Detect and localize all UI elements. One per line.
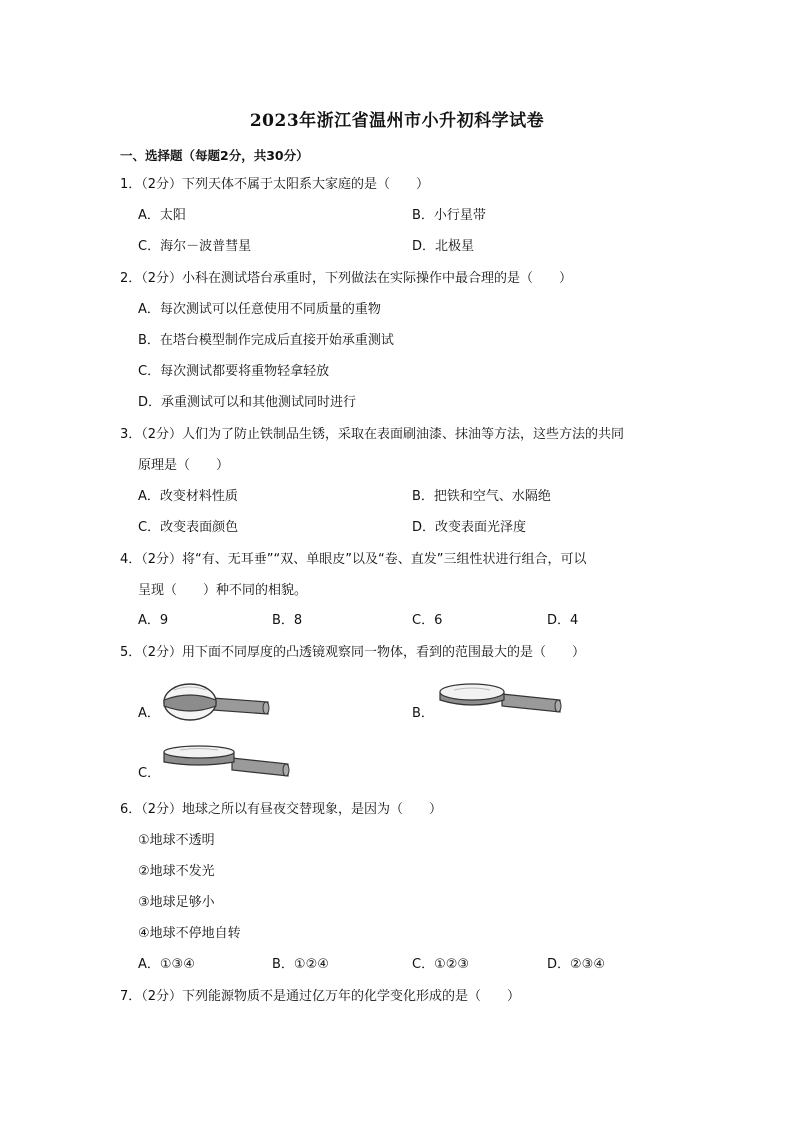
question-1-option-a: A．太阳 [138, 208, 186, 223]
question-6-statement-2: ②地球不发光 [138, 864, 215, 879]
question-7-stem: 7．（2分）下列能源物质不是通过亿万年的化学变化形成的是（ ） [120, 989, 521, 1004]
question-2-option-c: C．每次测试都要将重物轻拿轻放 [138, 364, 330, 379]
question-6-stem: 6．（2分）地球之所以有昼夜交替现象，是因为（ ） [120, 802, 443, 817]
question-6-option-b: B．①②④ [272, 957, 329, 972]
question-2-option-b: B．在塔台模型制作完成后直接开始承重测试 [138, 333, 394, 348]
question-6-statement-1: ①地球不透明 [138, 833, 215, 848]
question-1-option-b: B．小行星带 [412, 208, 486, 223]
question-3-option-a: A．改变材料性质 [138, 489, 238, 504]
question-6-statement-4: ④地球不停地自转 [138, 926, 241, 941]
thick-lens-image [160, 674, 275, 724]
question-2-option-a: A．每次测试可以任意使用不同质量的重物 [138, 302, 381, 317]
question-2-option-d: D．承重测试可以和其他测试同时进行 [138, 395, 357, 410]
question-3-stem-line1: 3．（2分）人们为了防止铁制品生锈，采取在表面刷油漆、抹油等方法，这些方法的共同 [120, 427, 625, 442]
section-heading: 一、选择题（每题2分，共30分） [120, 148, 309, 163]
question-5-option-a: A． [138, 706, 160, 721]
question-4-option-b: B．8 [272, 613, 303, 628]
question-3-stem-line2: 原理是（ ） [138, 458, 230, 473]
question-4-stem-line2: 呈现（ ）种不同的相貌。 [138, 583, 308, 598]
question-5-option-b: B． [412, 706, 434, 721]
question-4-option-c: C．6 [412, 613, 443, 628]
question-6-statement-3: ③地球足够小 [138, 895, 215, 910]
question-5-option-c: C． [138, 766, 161, 781]
question-3-option-d: D．改变表面光泽度 [412, 520, 527, 535]
page-title: 2023年浙江省温州市小升初科学试卷 [249, 111, 545, 131]
thin-lens-image [160, 740, 295, 780]
question-3-option-b: B．把铁和空气、水隔绝 [412, 489, 551, 504]
question-4-stem-line1: 4．（2分）将“有、无耳垂”“双、单眼皮”以及“卷、直发”三组性状进行组合，可以 [120, 552, 587, 567]
question-3-option-c: C．改变表面颜色 [138, 520, 239, 535]
question-4-option-a: A．9 [138, 613, 169, 628]
question-1-stem: 1．（2分）下列天体不属于太阳系大家庭的是（ ） [120, 177, 430, 192]
question-5-stem: 5．（2分）用下面不同厚度的凸透镜观察同一物体，看到的范围最大的是（ ） [120, 645, 586, 660]
question-4-option-d: D．4 [547, 613, 579, 628]
question-2-stem: 2．（2分）小科在测试塔台承重时，下列做法在实际操作中最合理的是（ ） [120, 271, 573, 286]
question-6-option-c: C．①②③ [412, 957, 470, 972]
question-1-option-c: C．海尔－波普彗星 [138, 239, 252, 254]
question-6-option-d: D．②③④ [547, 957, 605, 972]
question-1-option-d: D．北极星 [412, 239, 475, 254]
question-6-option-a: A．①③④ [138, 957, 195, 972]
medium-lens-image [436, 678, 566, 718]
